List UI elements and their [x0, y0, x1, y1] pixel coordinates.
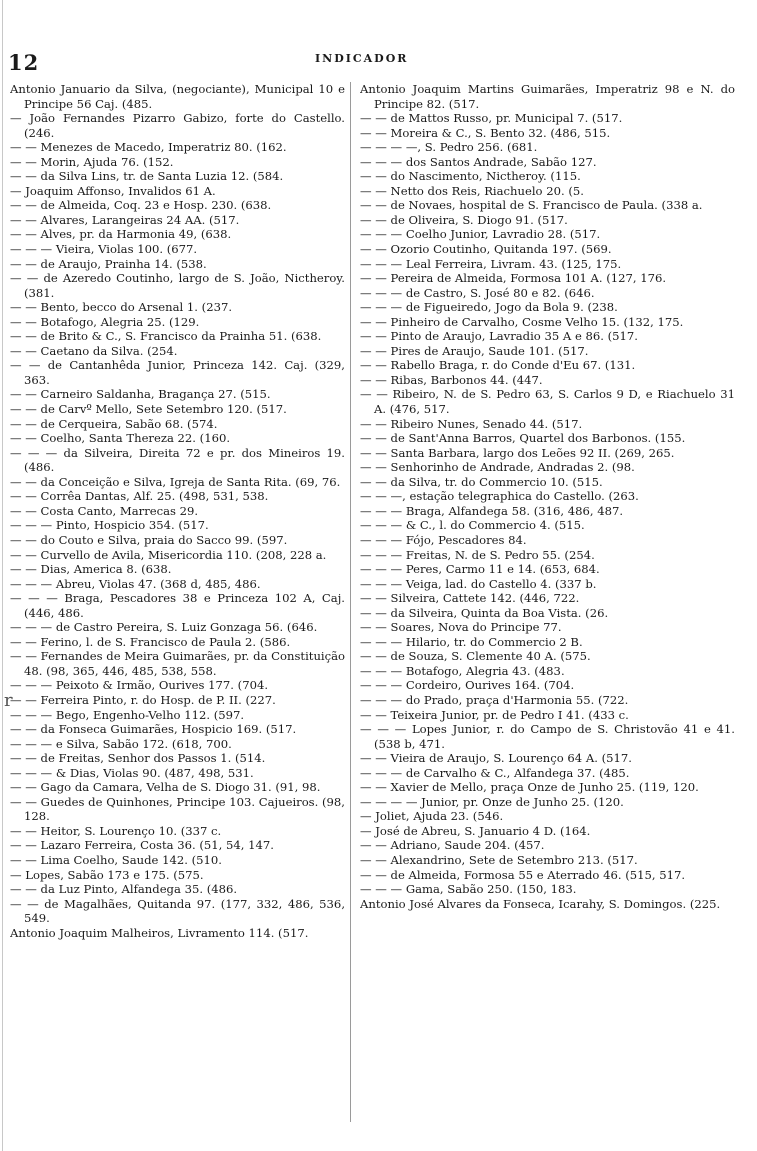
directory-entry: — — — & C., l. do Commercio 4. (515.	[360, 518, 585, 533]
page-margin-rule	[2, 0, 3, 1151]
directory-entry: — — Guedes de Quinhones, Principe 103. Cajueiros. (98, 128.	[10, 794, 345, 824]
directory-entry: — — de Azeredo Coutinho, largo de S. João, Nictheroy. (381.	[10, 271, 345, 300]
directory-entry: — — Vieira de Araujo, S. Lourenço 64 A. (517.	[360, 751, 632, 766]
directory-entry: — — — Cordeiro, Ourives 164. (704.	[360, 678, 575, 693]
directory-entry: Antonio Januario da Silva, (negociante), Municipal 10 e Principe 56 Caj. (485.	[10, 82, 345, 111]
directory-entry: — — Pinheiro de Carvalho, Cosme Velho 15. (132, 175.	[360, 314, 684, 329]
directory-entry: — — Dias, America 8. (638.	[10, 562, 172, 577]
directory-entry: — — de Cantanhêda Junior, Princeza 142. Caj. (329, 363.	[10, 358, 345, 387]
directory-entry: Antonio José Alvares da Fonseca, Icarahy, S. Domingos. (225.	[360, 896, 721, 911]
directory-entry: — — — Botafogo, Alegria 43. (483.	[360, 663, 565, 678]
directory-entry: — — — Lopes Junior, r. do Campo de S. Christovão 41 e 41. (538 b, 471.	[360, 722, 735, 751]
directory-entry: — — Bento, becco do Arsenal 1. (237.	[10, 300, 233, 315]
directory-entry: — — Netto dos Reis, Riachuelo 20. (5.	[360, 183, 584, 198]
directory-entry: — — Caetano da Silva. (254.	[10, 343, 178, 358]
directory-entry: — — — Peres, Carmo 11 e 14. (653, 684.	[360, 562, 600, 577]
directory-entry: — — — dos Santos Andrade, Sabão 127.	[360, 154, 597, 169]
right-column	[360, 82, 735, 1142]
directory-entry: — — — Braga, Pescadores 38 e Princeza 102 A, Caj. (446, 486.	[10, 591, 345, 620]
directory-entry: — — —, estação telegraphica do Castello. (263.	[360, 489, 639, 504]
directory-entry: — — — Bego, Engenho-Velho 112. (597.	[10, 707, 245, 722]
directory-entry: — — de Brito & C., S. Francisco da Prainha 51. (638.	[10, 329, 322, 344]
directory-entry: — — Morin, Ajuda 76. (152.	[10, 154, 174, 169]
directory-entry: — — de Novaes, hospital de S. Francisco de Paula. (338 a.	[360, 198, 703, 213]
directory-entry: — — — Abreu, Violas 47. (368 d, 485, 486.	[10, 576, 261, 591]
margin-mark: r	[4, 690, 13, 711]
directory-entry: — — da Silva, tr. do Commercio 10. (515.	[360, 474, 603, 489]
directory-entry: — Joaquim Affonso, Invalidos 61 A.	[10, 183, 216, 198]
directory-entry: — — Moreira & C., S. Bento 32. (486, 515.	[360, 125, 611, 140]
directory-entry: — — Santa Barbara, largo dos Leões 92 II. (269, 265.	[360, 445, 675, 460]
directory-entry: Antonio Joaquim Malheiros, Livramento 114. (517.	[10, 925, 309, 940]
directory-entry: — — de Araujo, Prainha 14. (538.	[10, 256, 207, 271]
directory-entry: — — de Almeida, Formosa 55 e Aterrado 46. (515, 517.	[360, 867, 686, 882]
directory-entry: — — — de Figueiredo, Jogo da Bola 9. (238.	[360, 300, 618, 315]
directory-entry: — — — —, S. Pedro 256. (681.	[360, 140, 538, 155]
directory-entry: — — Curvello de Avila, Misericordia 110. (208, 228 a.	[10, 547, 327, 562]
directory-entry: — — Lima Coelho, Saude 142. (510.	[10, 852, 222, 867]
directory-entry: — — Xavier de Mello, praça Onze de Junho 25. (119, 120.	[360, 780, 699, 795]
directory-entry: — — da Silveira, Quinta da Boa Vista. (26.	[360, 605, 609, 620]
directory-entry: Antonio Joaquim Martins Guimarães, Imperatriz 98 e N. do Principe 82. (517.	[360, 82, 735, 111]
directory-entry: — — da Luz Pinto, Alfandega 35. (486.	[10, 882, 238, 897]
directory-entry: — — Carneiro Saldanha, Bragança 27. (515.	[10, 387, 271, 402]
directory-entry: — Lopes, Sabão 173 e 175. (575.	[10, 867, 204, 882]
directory-entry: — — — Vieira, Violas 100. (677.	[10, 242, 198, 257]
directory-entry: — — Botafogo, Alegria 25. (129.	[10, 314, 200, 329]
directory-entry: — — Ribas, Barbonos 44. (447.	[360, 372, 543, 387]
directory-entry: — — Pereira de Almeida, Formosa 101 A. (127, 176.	[360, 271, 667, 286]
directory-entry: — — Costa Canto, Marrecas 29.	[10, 503, 199, 518]
directory-entry: — — — da Silveira, Direita 72 e pr. dos Mineiros 19. (486.	[10, 445, 345, 475]
running-head: INDICADOR	[315, 52, 409, 65]
directory-entry: — — Senhorinho de Andrade, Andradas 2. (98.	[360, 460, 635, 475]
directory-entry: — — — Braga, Alfandega 58. (316, 486, 487.	[360, 503, 624, 518]
directory-entry: — — Ribeiro, N. de S. Pedro 63, S. Carlos 9 D, e Riachuelo 31 A. (476, 517.	[360, 387, 735, 417]
directory-entry: — — Alves, pr. da Harmonia 49, (638.	[10, 227, 232, 242]
directory-entry: — — da Silva Lins, tr. de Santa Luzia 12. (584.	[10, 169, 284, 184]
directory-entry: — — de Souza, S. Clemente 40 A. (575.	[360, 649, 591, 664]
directory-entry: — — de Almeida, Coq. 23 e Hosp. 230. (638.	[10, 198, 272, 213]
directory-entry: — — Ferino, l. de S. Francisco de Paula 2. (586.	[10, 634, 291, 649]
directory-entry: — — de Cerqueira, Sabão 68. (574.	[10, 416, 218, 431]
directory-entry: — Joliet, Ajuda 23. (546.	[360, 809, 504, 824]
directory-entry: — — Rabello Braga, r. do Conde d'Eu 67. (131.	[360, 358, 636, 373]
directory-entry: — — da Conceição e Silva, Igreja de Santa Rita. (69, 76.	[10, 474, 341, 489]
directory-entry: — — — Fójo, Pescadores 84.	[360, 532, 527, 547]
directory-entry: — — — Pinto, Hospicio 354. (517.	[10, 518, 209, 533]
directory-entry: — — Ozorio Coutinho, Quitanda 197. (569.	[360, 242, 612, 257]
directory-entry: — — do Nascimento, Nictheroy. (115.	[360, 169, 581, 184]
column-divider	[350, 82, 351, 1122]
directory-entry: — — — Veiga, lad. do Castello 4. (337 b.	[360, 576, 597, 591]
directory-entry: — — — Leal Ferreira, Livram. 43. (125, 175.	[360, 256, 622, 271]
directory-entry: — — Menezes de Macedo, Imperatriz 80. (162.	[10, 140, 287, 155]
directory-entry: — — — Gama, Sabão 250. (150, 183.	[360, 882, 577, 897]
directory-entry: — — Teixeira Junior, pr. de Pedro I 41. (433 c.	[360, 707, 629, 722]
directory-entry: — João Fernandes Pizarro Gabizo, forte do Castello. (246.	[10, 111, 345, 140]
directory-entry: — — Ribeiro Nunes, Senado 44. (517.	[360, 416, 583, 431]
directory-entry: — — da Fonseca Guimarães, Hospicio 169. (517.	[10, 722, 297, 737]
directory-entry: — — — de Castro, S. José 80 e 82. (646.	[360, 285, 595, 300]
directory-entry: — — Gago da Camara, Velha de S. Diogo 31. (91, 98.	[10, 780, 321, 795]
directory-entry: — — de Mattos Russo, pr. Municipal 7. (517.	[360, 111, 623, 126]
directory-entry: — — Alexandrino, Sete de Setembro 213. (517.	[360, 852, 638, 867]
directory-entry: — — — e Silva, Sabão 172. (618, 700.	[10, 736, 232, 751]
directory-entry: — — Silveira, Cattete 142. (446, 722.	[360, 591, 580, 606]
directory-entry: — — Soares, Nova do Principe 77.	[360, 620, 562, 635]
directory-entry: — — Corrêa Dantas, Alf. 25. (498, 531, 538.	[10, 489, 269, 504]
directory-entry: — — Coelho, Santa Thereza 22. (160.	[10, 431, 231, 446]
directory-entry: — José de Abreu, S. Januario 4 D. (164.	[360, 823, 591, 838]
directory-entry: — — — Peixoto & Irmão, Ourives 177. (704.	[10, 678, 269, 693]
directory-entry: — — — do Prado, praça d'Harmonia 55. (722.	[360, 692, 629, 707]
directory-entry: — — — de Carvalho & C., Alfandega 37. (485.	[360, 765, 630, 780]
directory-entry: — — Heitor, S. Lourenço 10. (337 c.	[10, 823, 222, 838]
directory-entry: — — — Hilario, tr. do Commercio 2 B.	[360, 634, 583, 649]
directory-entry: — — Adriano, Saude 204. (457.	[360, 838, 545, 853]
directory-entry: — — de Magalhães, Quitanda 97. (177, 332, 486, 536, 549.	[10, 896, 345, 926]
directory-entry: — — Alvares, Larangeiras 24 AA. (517.	[10, 212, 240, 227]
directory-entry: — — — Freitas, N. de S. Pedro 55. (254.	[360, 547, 595, 562]
directory-entry: — — — — Junior, pr. Onze de Junho 25. (120.	[360, 794, 624, 809]
directory-entry: — — de Carvº Mello, Sete Setembro 120. (517.	[10, 402, 287, 417]
directory-entry: — — — de Castro Pereira, S. Luiz Gonzaga 56. (646.	[10, 620, 318, 635]
directory-entry: — — de Freitas, Senhor dos Passos 1. (514.	[10, 751, 266, 766]
directory-entry: — — do Couto e Silva, praia do Sacco 99. (597.	[10, 532, 288, 547]
directory-entry: — — — Coelho Junior, Lavradio 28. (517.	[360, 227, 601, 242]
directory-entry: — — Lazaro Ferreira, Costa 36. (51, 54, 147.	[10, 838, 274, 853]
directory-entry: — — de Oliveira, S. Diogo 91. (517.	[360, 212, 568, 227]
directory-entry: — — — & Dias, Violas 90. (487, 498, 531.	[10, 765, 254, 780]
directory-entry: — — Fernandes de Meira Guimarães, pr. da Constituição 48. (98, 365, 446, 485, 538, 558.	[10, 649, 345, 678]
directory-entry: — — Pinto de Araujo, Lavradio 35 A e 86. (517.	[360, 329, 638, 344]
directory-entry: — — Pires de Araujo, Saude 101. (517.	[360, 343, 589, 358]
page-number: 12	[8, 50, 40, 75]
left-column	[10, 82, 345, 1142]
directory-entry: — — de Sant'Anna Barros, Quartel dos Barbonos. (155.	[360, 431, 686, 446]
directory-entry: — — Ferreira Pinto, r. do Hosp. de P. II. (227.	[10, 692, 276, 707]
